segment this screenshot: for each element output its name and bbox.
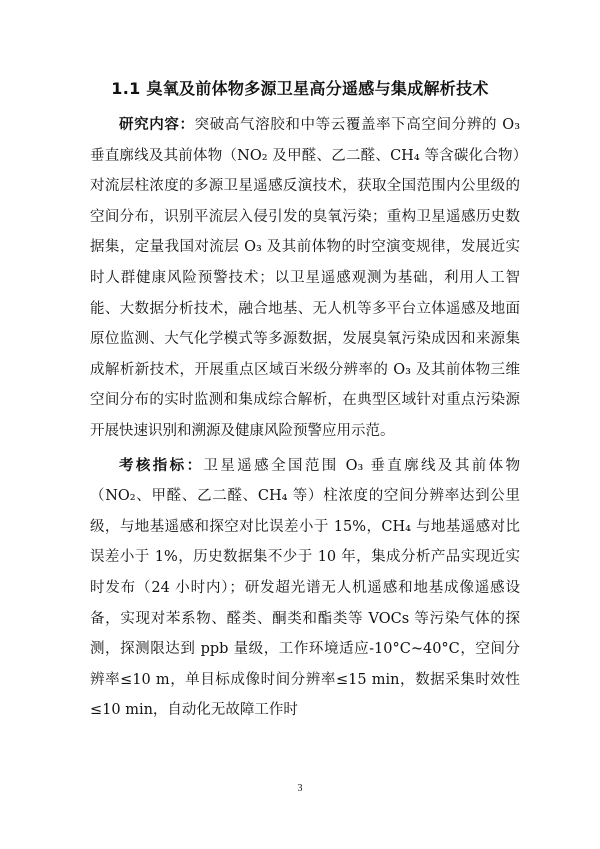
assessment-indicators-label: 考核指标： bbox=[119, 457, 204, 474]
research-content-text: 突破高气溶胶和中等云覆盖率下高空间分辨的 O₃ 垂直廓线及其前体物（NO₂ 及甲醛、乙二醛、CH₄ 等含碳化合物）对流层柱浓度的多源卫星遥感反演技术，获取全国范围内公里级的空间分布，识别平流层入侵引发的臭氧污染；重构卫星遥感历史数据集，定量我国对流层 O₃ 及其前体物的时空演变规律，发展近实时人群健康风险预警技术；以卫星遥感观测为基础，利用人工智能、大数据分析技术，融合地基、无人机等多平台立体遥感及地面原位监测、大气化学模式等多源数据，发展臭氧污染成因和来源集成解析新技术，开展重点区域百米级分辨率的 O₃ 及其前体物三维空间分布的实时监测和集成综合解析，在典型区域针对重点污染源开展快速识别和溯源及健康风险预警应用示范。 bbox=[90, 117, 521, 439]
assessment-indicators-paragraph bbox=[90, 451, 520, 726]
assessment-indicators-text: 卫星遥感全国范围 O₃ 垂直廓线及其前体物（NO₂、甲醛、乙二醛、CH₄ 等）柱浓度的空间分辨率达到公里级，与地基遥感和探空对比误差小于 15%，CH₄ 与地基遥感对比误差小于 1%，历史数据集不少于 10 年，集成分析产品实现近实时发布（24 小时内）；研发超光谱无人机遥感和地基成像遥感设备，实现对苯系物、醛类、酮类和酯类等 VOCs 等污染气体的探测，探测限达到 ppb 量级，工作环境适应-10°C~40°C，空间分辨率≤10 m，单目标成像时间分辨率≤15 min，数据采集时效性≤10 min，自动化无故障工作时 bbox=[90, 457, 521, 719]
page-number: 3 bbox=[297, 783, 303, 794]
section-heading: 1.1 臭氧及前体物多源卫星高分遥感与集成解析技术 bbox=[111, 79, 489, 98]
research-content-label: 研究内容： bbox=[119, 117, 195, 133]
body-text bbox=[90, 110, 520, 726]
research-content-paragraph bbox=[90, 110, 520, 447]
